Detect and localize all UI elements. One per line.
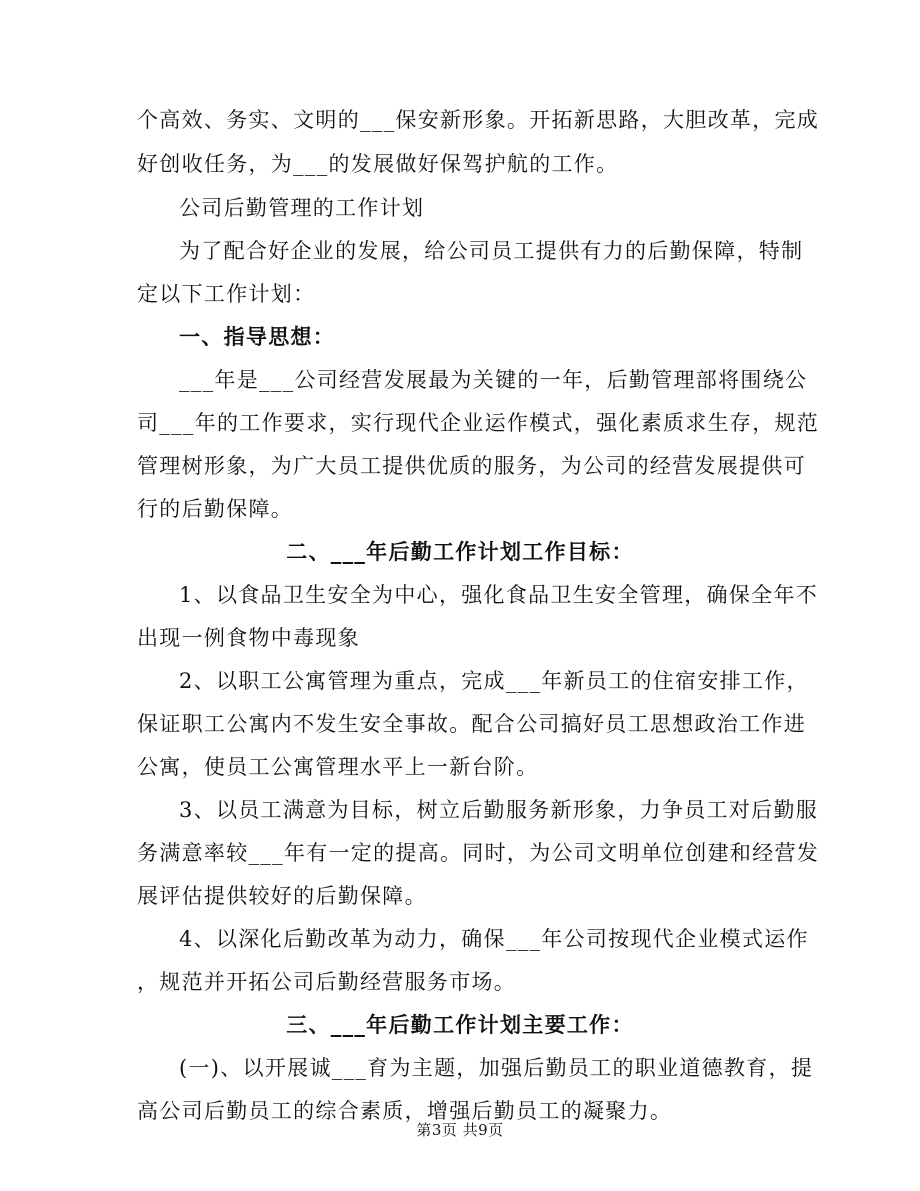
- paragraph-line: 1、以食品卫生安全为中心，强化食品卫生安全管理，确保全年不: [179, 583, 819, 607]
- paragraph-line: 个高效、务实、文明的___保安新形象。开拓新思路，大胆改革，完成: [137, 108, 820, 132]
- paragraph-line: ___年是___公司经营发展最为关键的一年，后勤管理部将围绕公: [179, 368, 808, 392]
- heading-work-goals: 二、___年后勤工作计划工作目标：: [286, 539, 634, 564]
- paragraph-line: 管理树形象，为广大员工提供优质的服务，为公司的经营发展提供可: [137, 454, 806, 478]
- paragraph-line: 定以下工作计划：: [137, 282, 316, 306]
- section-title: 公司后勤管理的工作计划: [179, 196, 425, 220]
- heading-guiding-thought: 一、指导思想：: [179, 324, 336, 349]
- page-number-footer: 第3页 共9页: [416, 1121, 504, 1139]
- paragraph-line: 行的后勤保障。: [137, 497, 294, 521]
- heading-main-work: 三、___年后勤工作计划主要工作：: [286, 1012, 634, 1037]
- paragraph-line: 司___年的工作要求，实行现代企业运作模式，强化素质求生存，规范: [137, 411, 820, 435]
- paragraph-line: 4、以深化后勤改革为动力，确保___年公司按现代企业模式运作: [179, 927, 809, 951]
- paragraph-line: 出现一例食物中毒现象: [137, 626, 360, 650]
- paragraph-line: 3、以员工满意为目标，树立后勤服务新形象，力争员工对后勤服: [179, 798, 819, 822]
- paragraph-line: ，规范并开拓公司后勤经营服务市场。: [137, 970, 517, 994]
- paragraph-line: 务满意率较___年有一定的提高。同时，为公司文明单位创建和经营发: [137, 841, 820, 865]
- paragraph-line: 保证职工公寓内不发生安全事故。配合公司搞好员工思想政治工作进: [137, 712, 806, 736]
- paragraph-line: 好创收任务，为___的发展做好保驾护航的工作。: [137, 152, 619, 176]
- paragraph-line: 2、以职工公寓管理为重点，完成___年新员工的住宿安排工作，: [179, 669, 809, 693]
- paragraph-line: (一)、以开展诚___育为主题，加强后勤员工的职业道德教育，提: [179, 1056, 814, 1080]
- paragraph-line: 为了配合好企业的发展，给公司员工提供有力的后勤保障，特制: [179, 239, 804, 263]
- paragraph-line: 公寓，使员工公寓管理水平上一新台阶。: [137, 755, 539, 779]
- paragraph-line: 展评估提供较好的后勤保障。: [137, 884, 427, 908]
- paragraph-line: 高公司后勤员工的综合素质，增强后勤员工的凝聚力。: [137, 1099, 673, 1123]
